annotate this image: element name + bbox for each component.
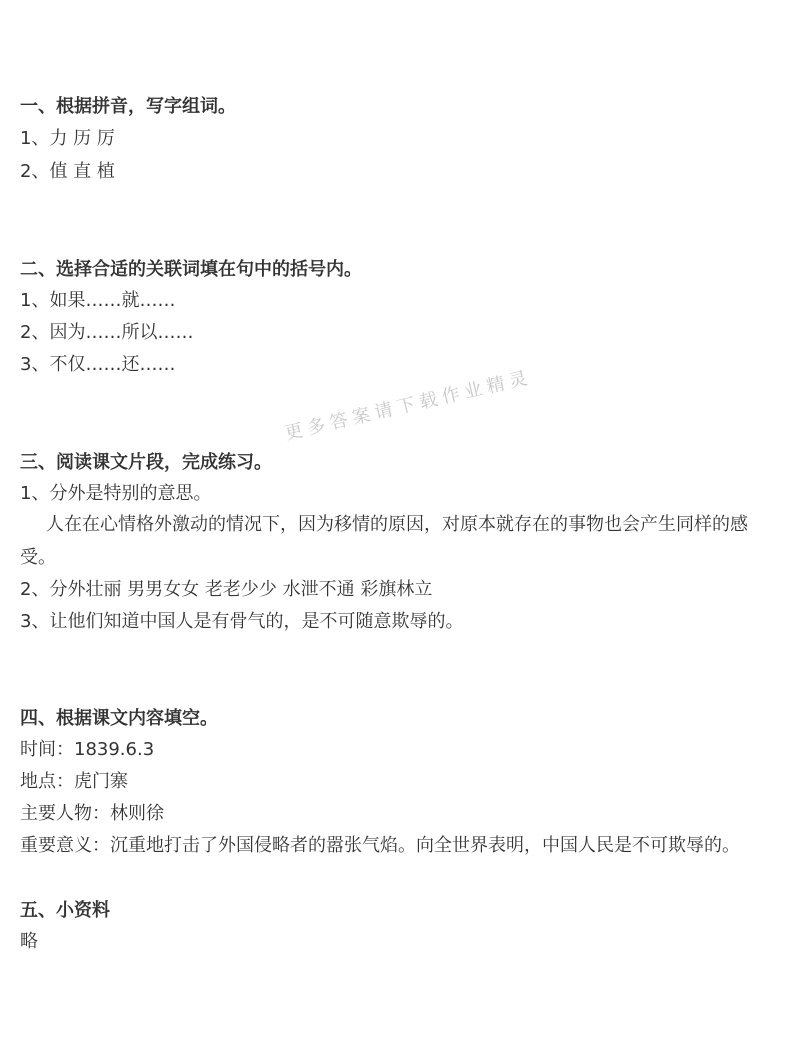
section-4-heading: 四、根据课文内容填空。 <box>20 708 218 729</box>
section-3-paragraph: 人在在心情格外激动的情况下，因为移情的原因，对原本就存在的事物也会产生同样的感受。 <box>20 514 748 568</box>
section-4-place: 地点：虎门寨 <box>20 771 128 792</box>
section-3-line-1: 1、分外是特别的意思。 <box>20 483 212 504</box>
section-4-significance: 重要意义：沉重地打击了外国侵略者的嚣张气焰。向全世界表明，中国人民是不可欺辱的。 <box>20 835 740 856</box>
section-1-line-2: 2、值 直 植 <box>20 161 115 182</box>
section-1-line-1: 1、力 历 厉 <box>20 128 115 149</box>
section-2-line-3: 3、不仅……还…… <box>20 354 176 375</box>
section-3-heading: 三、阅读课文片段，完成练习。 <box>20 452 272 473</box>
section-5-heading: 五、小资料 <box>20 900 110 921</box>
section-3-line-3: 3、让他们知道中国人是有骨气的，是不可随意欺辱的。 <box>20 611 464 632</box>
section-2-line-1: 1、如果……就…… <box>20 290 176 311</box>
section-2-line-2: 2、因为……所以…… <box>20 322 194 343</box>
section-4-time: 时间：1839.6.3 <box>20 739 155 760</box>
watermark-text: 更多答案请下载作业精灵 <box>282 366 535 445</box>
section-3-line-2: 2、分外壮丽 男男女女 老老少少 水泄不通 彩旗林立 <box>20 579 433 600</box>
section-5-line-1: 略 <box>20 931 38 952</box>
section-4-person: 主要人物：林则徐 <box>20 803 164 824</box>
section-1-heading: 一、根据拼音，写字组词。 <box>20 96 236 117</box>
section-2-heading: 二、选择合适的关联词填在句中的括号内。 <box>20 259 362 280</box>
